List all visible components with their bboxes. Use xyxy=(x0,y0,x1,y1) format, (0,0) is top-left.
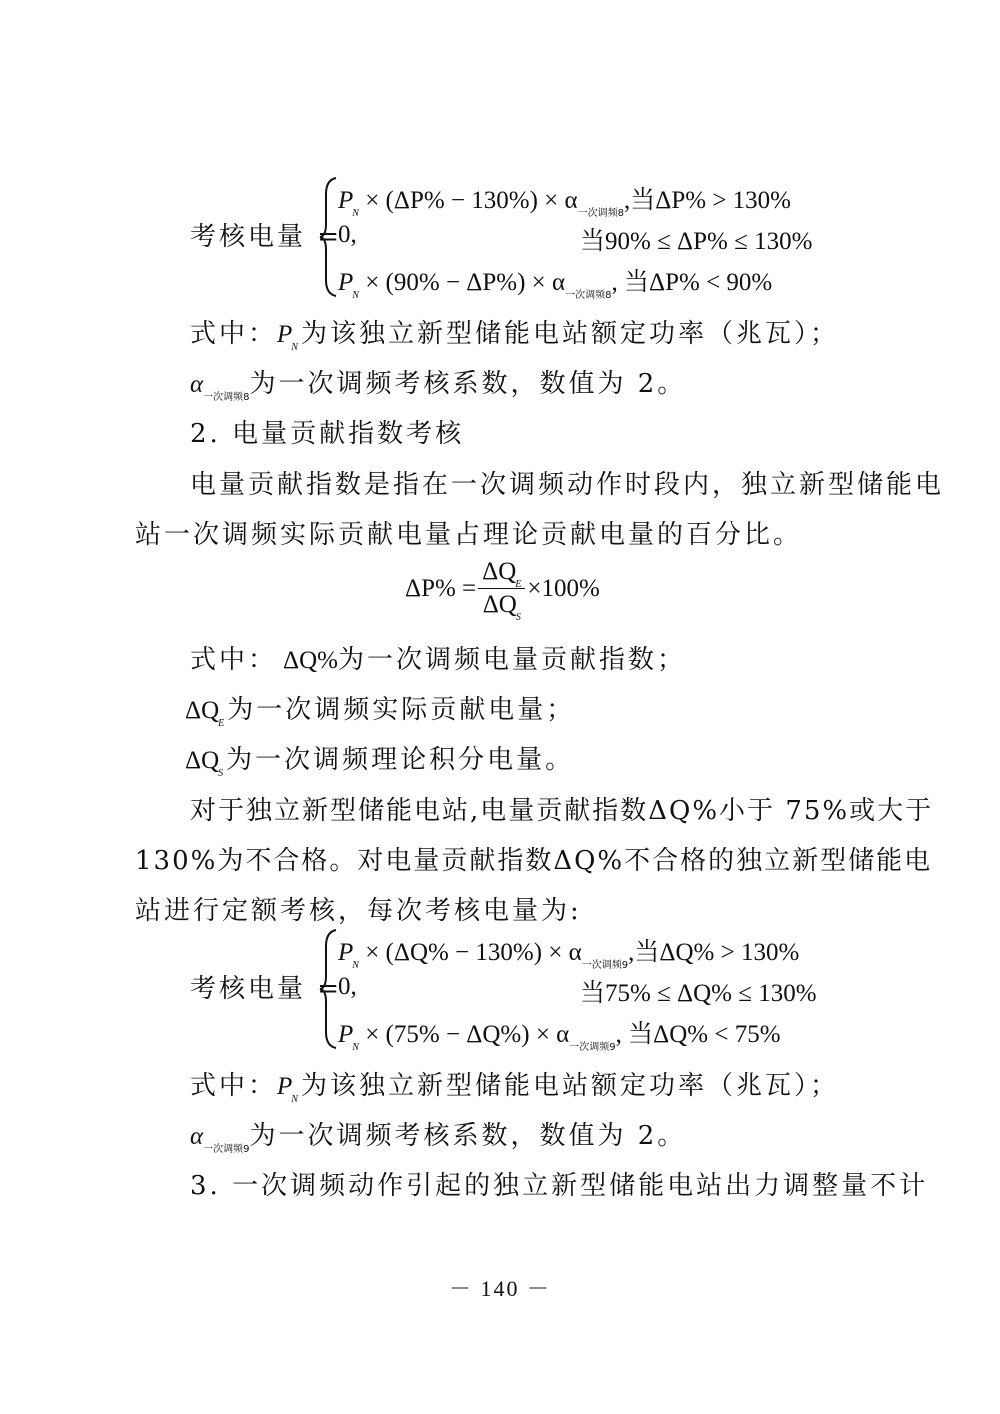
formula-3-row-3: $P_N \times (75\% - \Delta Q\%) \times \alpha_{一次调频9}$, 当ΔQ% < 75% xyxy=(338,1021,781,1053)
formula-2 xyxy=(405,558,600,623)
formula-1-row-2-left: 0, xyxy=(338,221,357,248)
formula-3-row-2-left: 0, xyxy=(338,973,357,1000)
formula-3-row-2-condition: 当75% ≤ ΔQ% ≤ 130% xyxy=(580,980,817,1007)
para-symbol-alpha-9: $\alpha_{一次调频9}$为一次调频考核系数，数值为 2。 xyxy=(190,1121,687,1155)
para-symbol-delta-qs: $\Delta Q_S$为一次调频理论积分电量。 xyxy=(185,745,575,779)
section-heading-3: 3. 一次调频动作引起的独立新型储能电站出力调整量不计 xyxy=(190,1171,929,1201)
formula-3-lhs: 考核电量 = xyxy=(190,974,343,1004)
para-definition-line-2: 站一次调频实际贡献电量占理论贡献电量的百分比。 xyxy=(135,520,803,550)
left-brace-icon xyxy=(318,176,340,298)
para-rule-line-3: 站进行定额考核，每次考核电量为: xyxy=(135,896,582,926)
para-symbol-alpha-8: $\alpha_{一次调频8}$为一次调频考核系数，数值为 2。 xyxy=(190,369,687,403)
formula-2-fraction: $\frac{\Delta Q_E}{\Delta Q_S}$ xyxy=(478,558,525,619)
formula-1-row-3: $P_N \times (90\% - \Delta P\%) \times \alpha_{一次调频8}$, 当ΔP% < 90% xyxy=(338,269,773,301)
page-number: － 140 － xyxy=(448,1276,551,1301)
formula-2-rhs: ×100% xyxy=(527,574,600,602)
para-rule-line-2: 130%为不合格。对电量贡献指数ΔQ%不合格的独立新型储能电 xyxy=(135,846,933,876)
left-brace-icon xyxy=(318,928,340,1050)
formula-1-row-1: $P_N \times (\Delta P\% - 130\%) \times \alpha_{一次调频8}$,当ΔP% > 130% xyxy=(338,187,791,219)
para-symbol-pn-2: 式中：$P_N$为该独立新型储能电站额定功率（兆瓦）； xyxy=(190,1071,839,1105)
section-heading-2: 2. 电量贡献指数考核 xyxy=(190,419,465,449)
para-symbol-delta-qe: $\Delta Q_E$为一次调频实际贡献电量； xyxy=(185,695,576,729)
para-symbol-pn: 式中：$P_N$为该独立新型储能电站额定功率（兆瓦）； xyxy=(190,319,839,353)
formula-3-row-1: $P_N \times (\Delta Q\% - 130\%) \times \alpha_{一次调频9}$,当ΔQ% > 130% xyxy=(338,939,800,971)
para-symbol-delta-q: 式中： ΔQ%为一次调频电量贡献指数； xyxy=(190,645,686,675)
para-rule-line-1: 对于独立新型储能电站,电量贡献指数ΔQ%小于 75%或大于 xyxy=(190,796,934,826)
formula-2-lhs: ΔP% = xyxy=(405,574,477,602)
formula-1-lhs: 考核电量 = xyxy=(190,222,343,252)
formula-1-row-2-condition: 当90% ≤ ΔP% ≤ 130% xyxy=(580,228,813,255)
para-definition-line-1: 电量贡献指数是指在一次调频动作时段内，独立新型储能电 xyxy=(190,470,945,500)
